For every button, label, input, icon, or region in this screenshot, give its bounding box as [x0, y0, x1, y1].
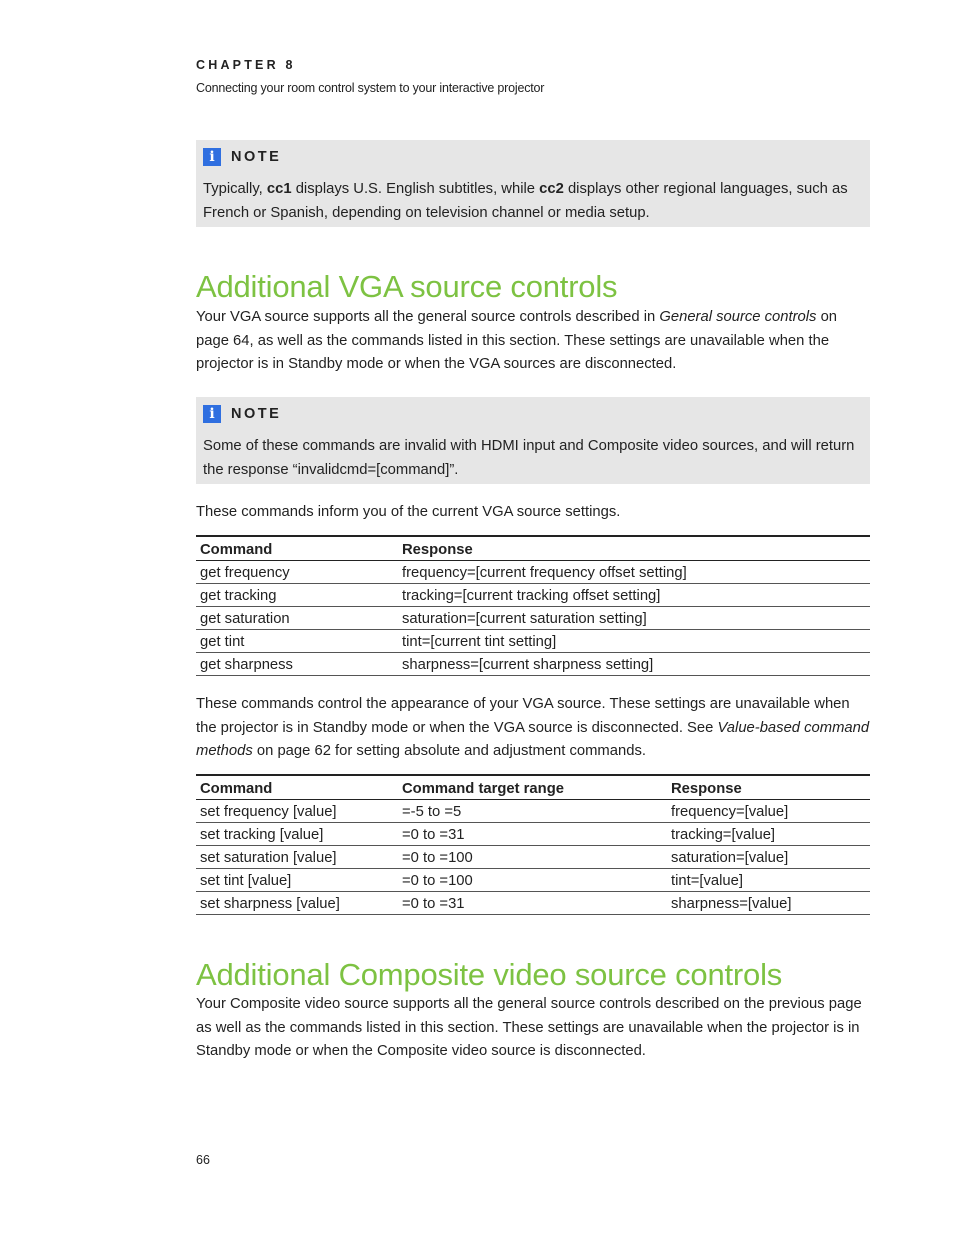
command-cell: set sharpness [value] — [196, 892, 398, 915]
response-cell: frequency=[current frequency offset setting] — [398, 561, 870, 584]
command-cell: set saturation [value] — [196, 846, 398, 869]
chapter-subtitle: Connecting your room control system to your interactive projector — [196, 81, 545, 95]
response-cell: frequency=[value] — [667, 800, 870, 823]
command-cell: get tracking — [196, 584, 398, 607]
response-cell: saturation=[current saturation setting] — [398, 607, 870, 630]
response-cell: sharpness=[current sharpness setting] — [398, 653, 870, 676]
note-header — [203, 147, 862, 167]
response-cell: sharpness=[value] — [667, 892, 870, 915]
table-row — [196, 607, 870, 630]
set-commands-intro: These commands control the appearance of your VGA source. These settings are unavailable when the projector is in Standby mode or when the VGA source is disconnected. See Value-based command methods on page 62 for setting absolute and adjustment commands. — [196, 696, 870, 759]
command-cell: get frequency — [196, 561, 398, 584]
column-header: Command target range — [398, 775, 667, 800]
command-cell: set frequency [value] — [196, 800, 398, 823]
range-cell: =-5 to =5 — [398, 800, 667, 823]
command-cell: set tracking [value] — [196, 823, 398, 846]
response-cell: tint=[current tint setting] — [398, 630, 870, 653]
composite-intro-paragraph: Your Composite video source supports all the general source controls described on the previous page as well as the commands listed in this section. These settings are unavailable when the projector is in Standby mode or when the Composite video source is disconnected. — [196, 996, 862, 1059]
table-header-row — [196, 536, 870, 561]
column-header: Command — [196, 536, 398, 561]
range-cell: =0 to =100 — [398, 846, 667, 869]
note-header — [203, 404, 862, 424]
note-label: NOTE — [231, 406, 282, 422]
command-cell: get saturation — [196, 607, 398, 630]
table-row — [196, 823, 870, 846]
info-icon: i — [203, 405, 221, 423]
note-text: Typically, cc1 displays U.S. English subtitles, while cc2 displays other regional languages, such as French or Spanish, depending on television channel or media setup. — [203, 181, 848, 221]
set-commands-table — [196, 774, 870, 915]
table-row — [196, 653, 870, 676]
table-row — [196, 846, 870, 869]
cc2-term: cc2 — [539, 181, 564, 197]
column-header: Command — [196, 775, 398, 800]
response-cell: tint=[value] — [667, 869, 870, 892]
command-cell: get tint — [196, 630, 398, 653]
table-row — [196, 630, 870, 653]
table-row — [196, 561, 870, 584]
chapter-label: CHAPTER 8 — [196, 58, 296, 72]
range-cell: =0 to =31 — [398, 823, 667, 846]
table-row — [196, 892, 870, 915]
table-header-row — [196, 775, 870, 800]
command-cell: get sharpness — [196, 653, 398, 676]
general-source-controls-link[interactable]: General source controls — [659, 309, 817, 325]
note-label: NOTE — [231, 149, 282, 165]
note-text: Some of these commands are invalid with HDMI input and Composite video sources, and will return the response “invalidcmd=[command]”. — [203, 438, 855, 478]
get-commands-intro: These commands inform you of the current VGA source settings. — [196, 504, 621, 520]
note-box-subtitles — [196, 140, 870, 227]
vga-intro-paragraph: Your VGA source supports all the general source controls described in General source controls on page 64, as well as the commands listed in this section. These settings are unavailable when the projector is in Standby mode or when the VGA sources are disconnected. — [196, 309, 838, 372]
cc1-term: cc1 — [266, 181, 292, 197]
value-based-command-methods-link[interactable]: Value-based command methods — [196, 719, 870, 759]
composite-section-heading: Additional Composite video source controls — [196, 957, 783, 992]
vga-section-heading: Additional VGA source controls — [196, 269, 618, 304]
response-cell: tracking=[current tracking offset setting] — [398, 584, 870, 607]
column-header: Response — [667, 775, 870, 800]
info-icon: i — [203, 148, 221, 166]
command-cell: set tint [value] — [196, 869, 398, 892]
page-number: 66 — [196, 1153, 210, 1167]
response-cell: saturation=[value] — [667, 846, 870, 869]
range-cell: =0 to =31 — [398, 892, 667, 915]
column-header: Response — [398, 536, 870, 561]
range-cell: =0 to =100 — [398, 869, 667, 892]
table-row — [196, 869, 870, 892]
response-cell: tracking=[value] — [667, 823, 870, 846]
table-row — [196, 584, 870, 607]
note-box-invalid-commands — [196, 397, 870, 484]
get-commands-table — [196, 535, 870, 676]
table-row — [196, 800, 870, 823]
